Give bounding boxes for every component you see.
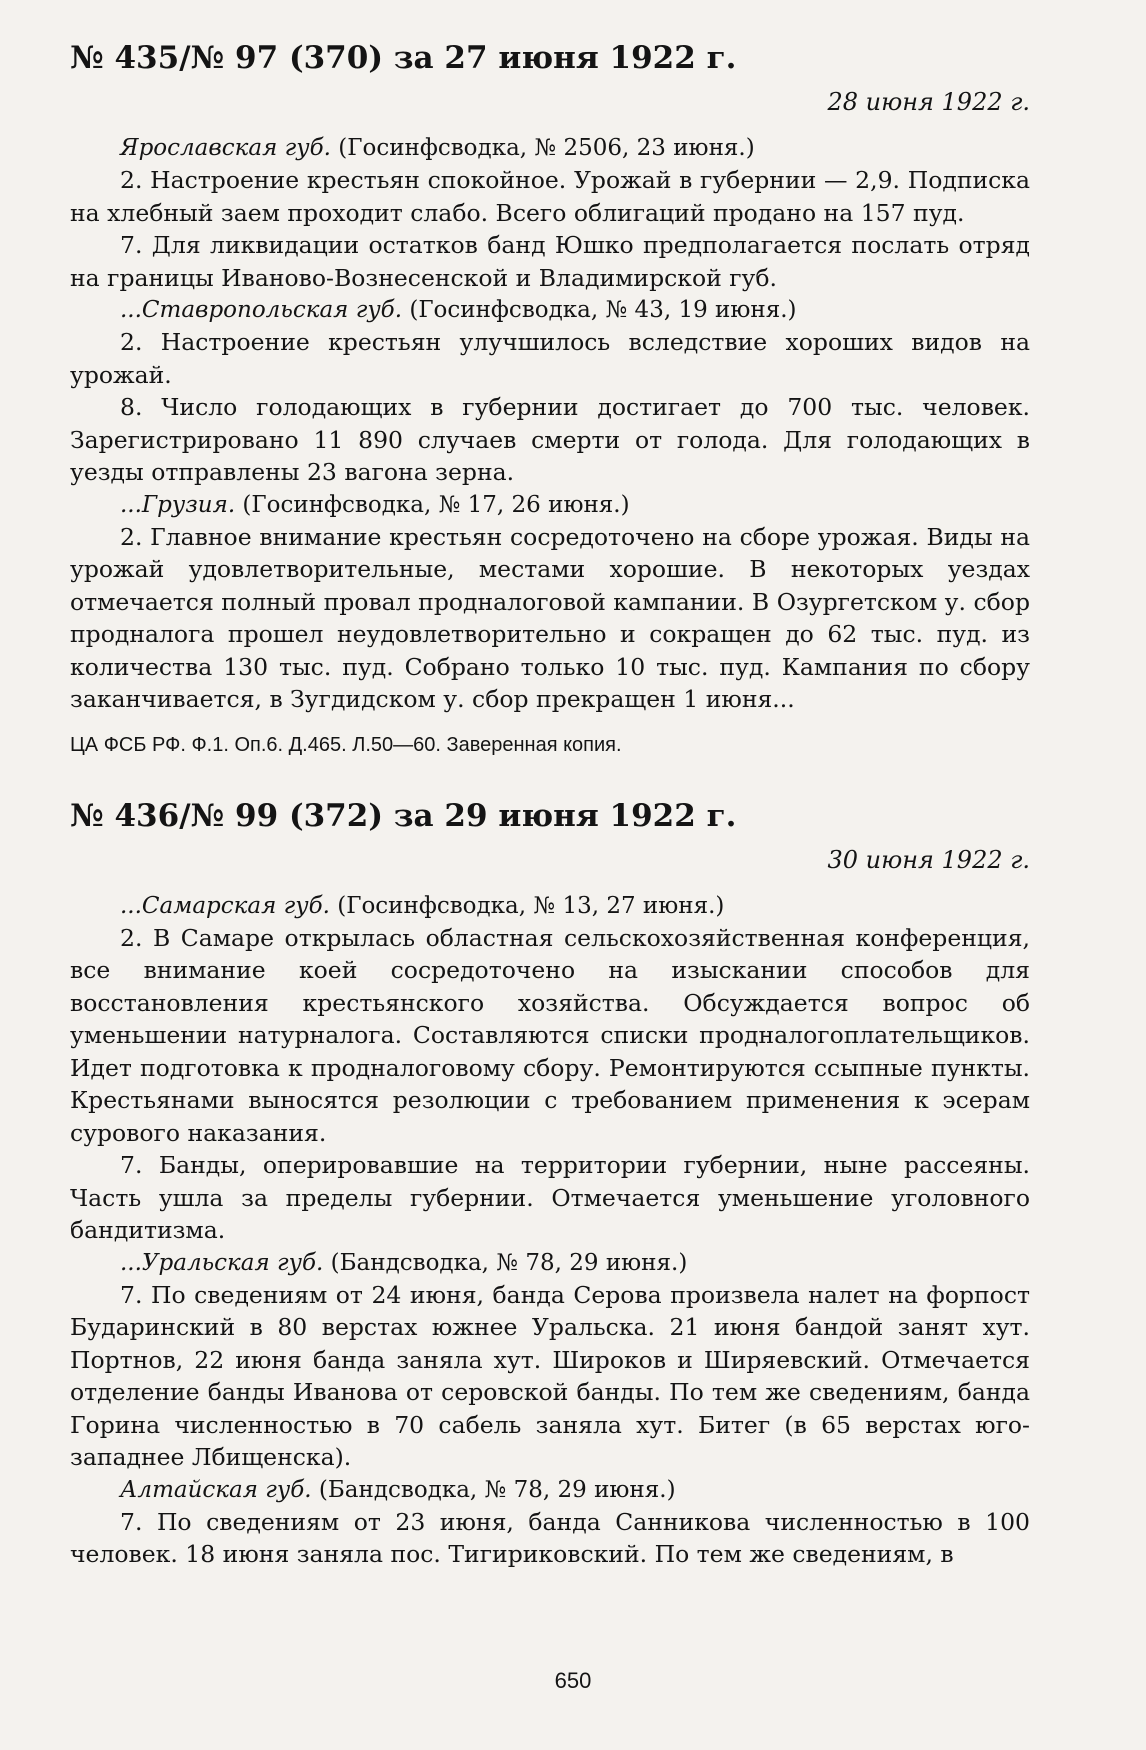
paragraph: 2. Главное внимание крестьян сосредоточено на сборе урожая. Виды на урожай удовлетворительные, местами хорошие. В некоторых уездах отмечается полный провал продналоговой кампании. В Озургетском у. сбор продналога прошел неудовлетворительно и сокращен до 62 тыс. пуд. из количества 130 тыс. пуд. Собрано только 10 тыс. пуд. Кампания по сбору заканчивается, в Зугдидском у. сбор прекращен 1 июня... [70, 522, 1030, 713]
region-name: Ярославская губ. [120, 135, 331, 161]
document-heading: № 435/№ 97 (370) за 27 июня 1922 г. [70, 40, 737, 76]
source-line [70, 294, 1030, 326]
page-number: 650 [554, 1668, 592, 1693]
paragraph: 8. Число голодающих в губернии достигает до 700 тыс. человек. Зарегистрировано 11 890 случаев смерти от голода. Для голодающих в уезды отправлены 23 вагона зерна. [70, 393, 1030, 486]
source-reference: (Бандсводка, № 78, 29 июня.) [323, 1249, 688, 1276]
paragraph: 7. По сведениям от 24 июня, банда Серова произвела налет на форпост Бударинский в 80 верстах южнее Уральска. 21 июня бандой занят хут. Портнов, 22 июня банда заняла хут. Широков и Ширяевский. Отмечается отделение банды Иванова от серовской банды. По тем же сведениям, банда Горина численностью в 70 сабель заняла хут. Битег (в 65 верстах юго-западнее Лбищенска). [70, 1280, 1030, 1471]
source-reference: (Бандсводка, № 78, 29 июня.) [311, 1476, 676, 1503]
source-reference: (Госинфсводка, № 43, 19 июня.) [402, 297, 797, 323]
paragraph: 7. По сведениям от 23 июня, банда Санникова численностью в 100 человек. 18 июня заняла пос. Тигириковский. По тем же сведениям, в [70, 1507, 1030, 1568]
document-date: 30 июня 1922 г. [827, 845, 1030, 874]
document-date: 28 июня 1922 г. [827, 88, 1030, 116]
region-name: ...Самарская губ. [120, 892, 330, 919]
paragraph: 2. Настроение крестьян улучшилось вследствие хороших видов на урожай. [70, 328, 1030, 389]
paragraph: 2. Настроение крестьян спокойное. Урожай в губернии — 2,9. Подписка на хлебный заем проходит слабо. Всего облигаций продано на 157 пуд. [70, 166, 1030, 227]
source-line [70, 1474, 1030, 1506]
document-435 [70, 40, 1030, 760]
source-line [70, 489, 1030, 521]
region-name: ...Уральская губ. [120, 1249, 324, 1276]
paragraph: 7. Банды, оперировавшие на территории губернии, ныне рассеяны. Часть ушла за пределы губернии. Отмечается уменьшение уголовного бандитизма. [70, 1151, 1030, 1244]
source-reference: (Госинфсводка, № 17, 26 июня.) [235, 491, 630, 518]
region-name: ...Грузия. [120, 491, 236, 518]
source-reference: (Госинфсводка, № 13, 27 июня.) [329, 892, 725, 919]
archive-reference: ЦА ФСБ РФ. Ф.1. Оп.6. Д.465. Л.50—60. Заверенная копия. [70, 733, 622, 756]
paragraph: 2. В Самаре открылась областная сельскохозяйственная конференция, все внимание коей сосредоточено на изыскании способов для восстановления крестьянского хозяйства. Обсуждается вопрос об уменьшении натурналога. Составляются списки продналогоплательщиков. Идет подготовка к продналоговому сбору. Ремонтируются ссыпные пункты. Крестьянами выносятся резолюции с требованием применения к эсерам сурового наказания. [70, 923, 1030, 1147]
document-436 [70, 798, 1030, 1571]
source-line [70, 890, 1030, 922]
source-reference: (Госинфсводка, № 2506, 23 июня.) [330, 135, 755, 161]
paragraph: 7. Для ликвидации остатков банд Юшко предполагается послать отряд на границы Иваново-Вознесенской и Владимирской губ. [70, 231, 1030, 292]
document-heading: № 436/№ 99 (372) за 29 июня 1922 г. [70, 797, 737, 834]
region-name: Алтайская губ. [120, 1476, 312, 1503]
region-name: ...Ставропольская губ. [120, 297, 403, 323]
source-line [70, 132, 1030, 164]
source-line [70, 1247, 1030, 1279]
